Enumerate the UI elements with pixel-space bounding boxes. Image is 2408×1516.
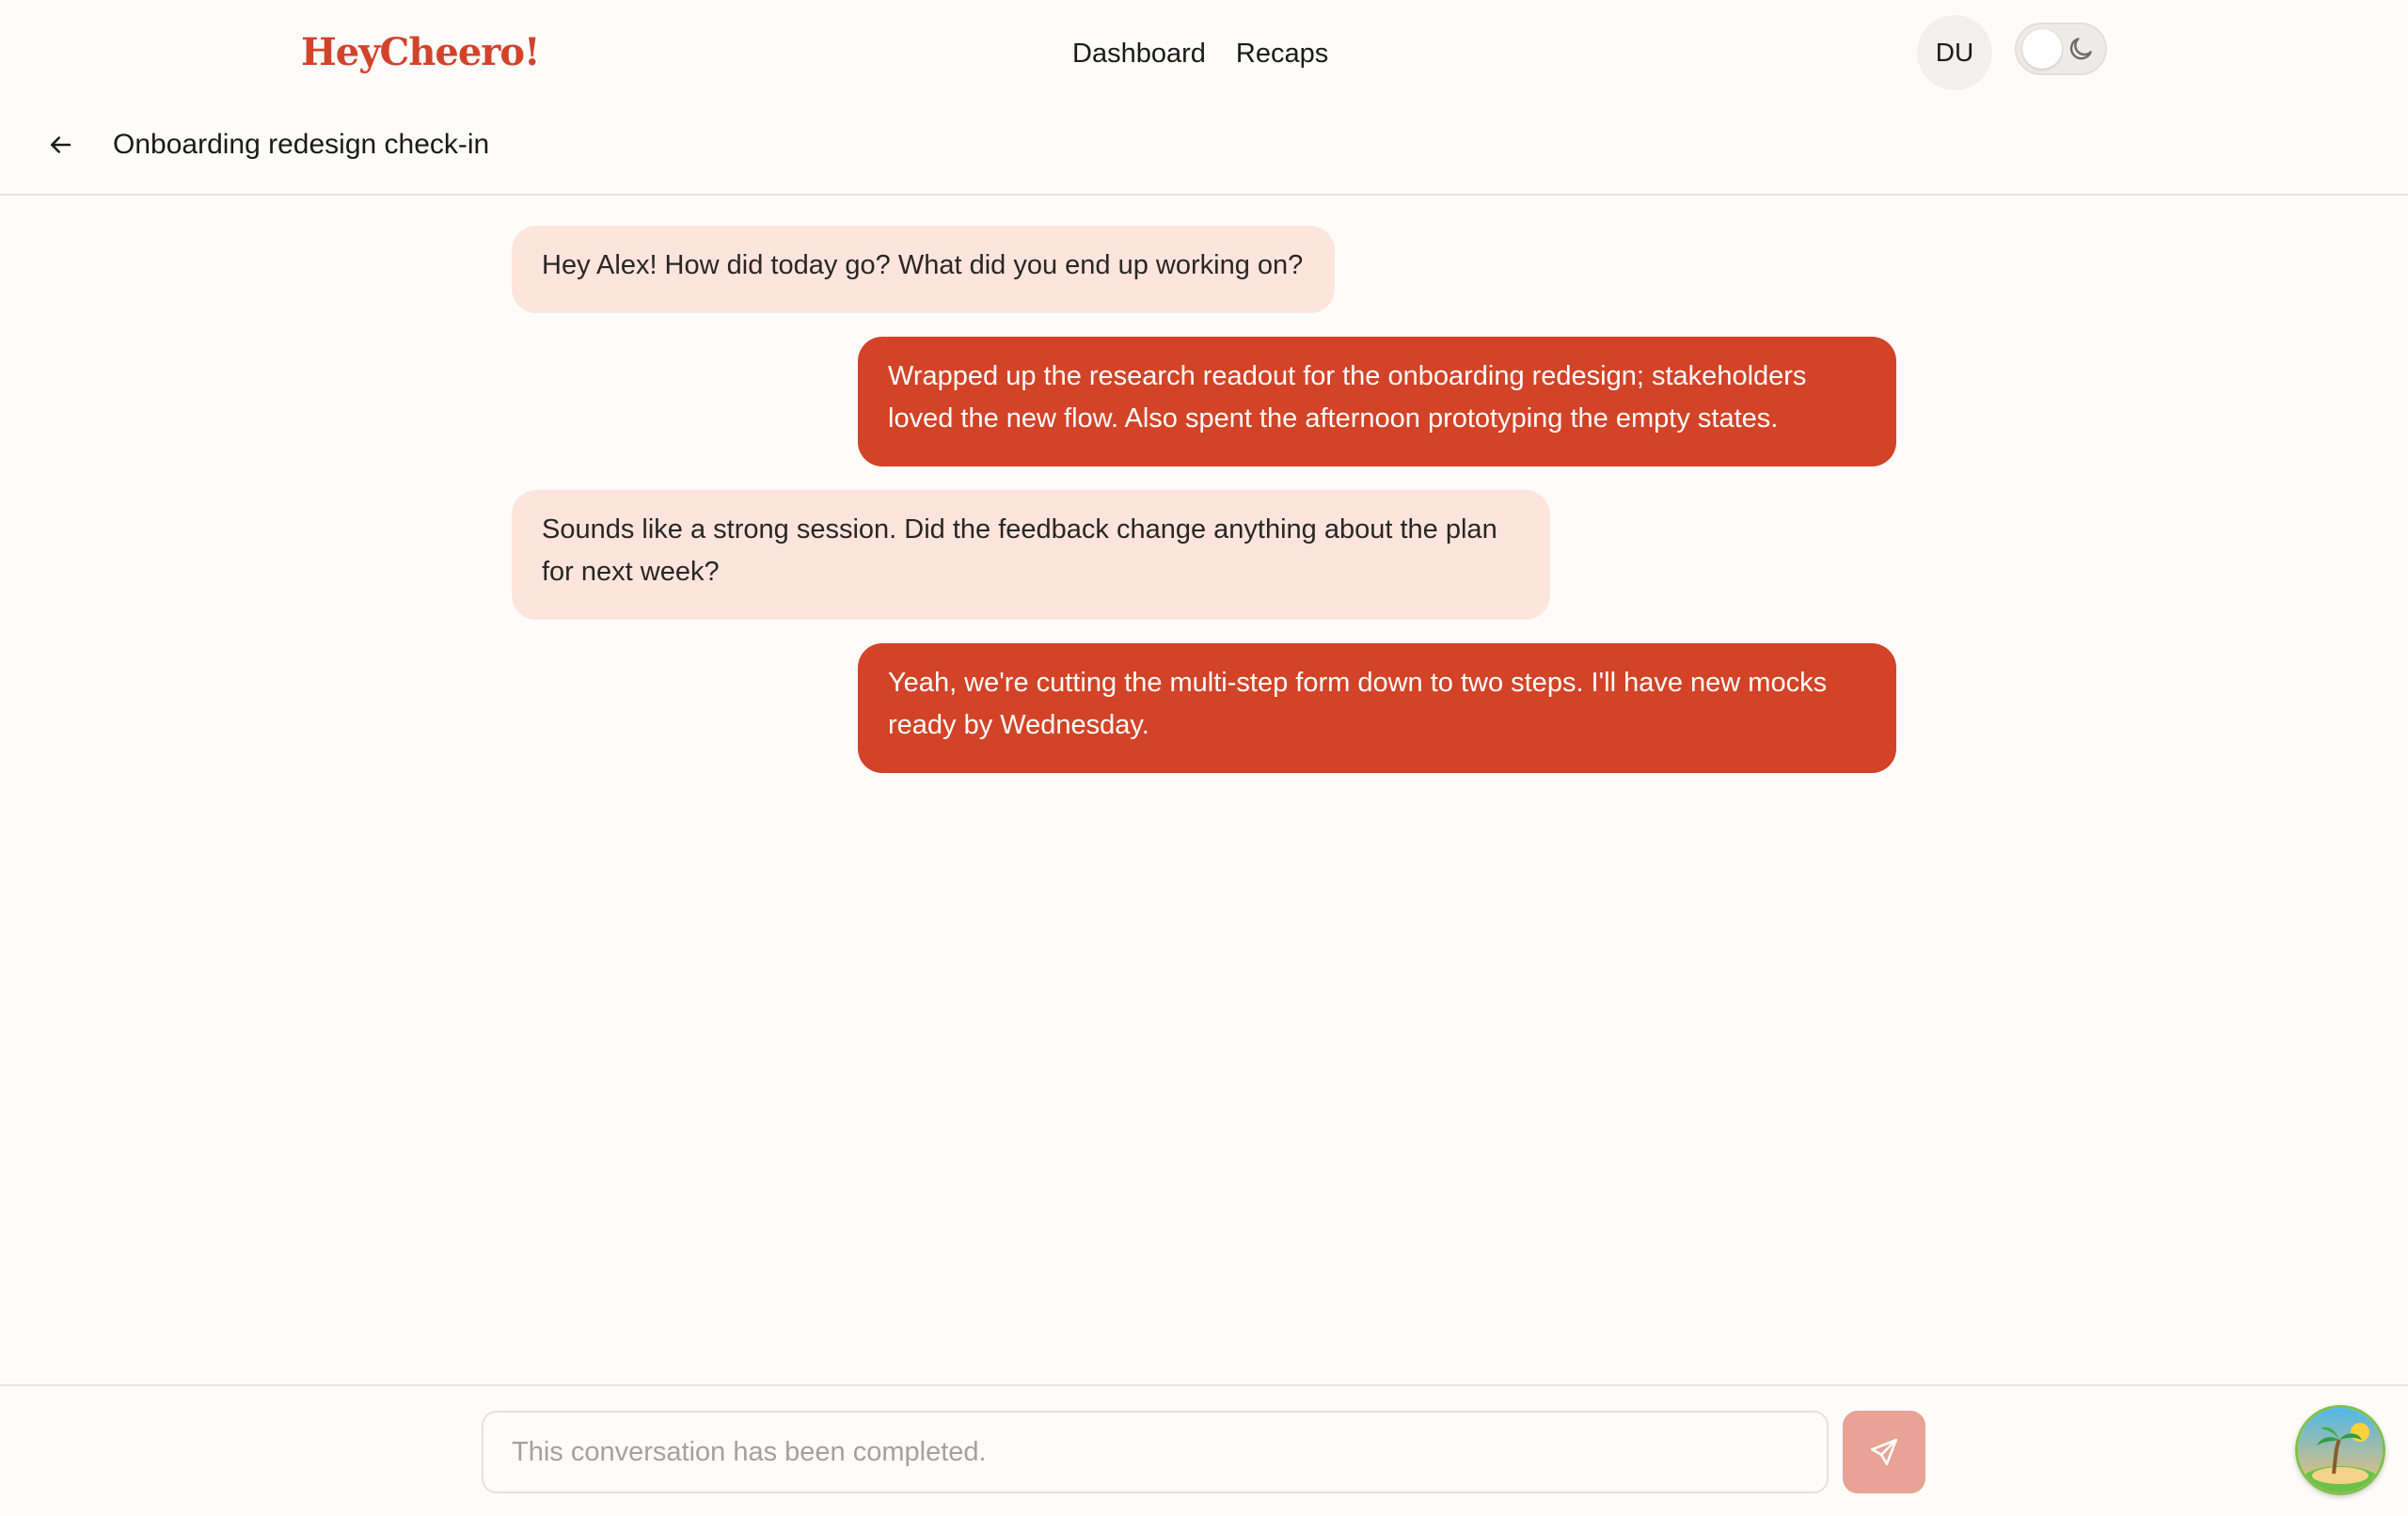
message-list bbox=[0, 197, 2408, 1382]
assistant-launcher-button[interactable] bbox=[2295, 1405, 2385, 1495]
theme-toggle-knob bbox=[2022, 29, 2062, 69]
message-composer bbox=[0, 1384, 2408, 1516]
user-avatar[interactable]: DU bbox=[1917, 15, 1992, 90]
island-avatar-icon bbox=[2298, 1408, 2383, 1492]
back-button[interactable] bbox=[41, 126, 79, 164]
conversation-title: Onboarding redesign check-in bbox=[113, 129, 490, 160]
main-nav bbox=[1072, 26, 1328, 81]
user-message: Wrapped up the research readout for the onboarding redesign; stakeholders loved the new flow. Also spent the afternoon prototyping the empty states. bbox=[858, 337, 1896, 466]
moon-icon bbox=[2066, 34, 2096, 64]
message-input[interactable] bbox=[482, 1411, 1829, 1493]
send-icon bbox=[1868, 1436, 1900, 1468]
arrow-left-icon bbox=[46, 131, 74, 159]
assistant-message: Sounds like a strong session. Did the feedback change anything about the plan for next week? bbox=[512, 490, 1550, 620]
user-message: Yeah, we're cutting the multi-step form down to two steps. I'll have new mocks ready by Wednesday. bbox=[858, 643, 1896, 773]
top-header bbox=[0, 0, 2408, 105]
assistant-message: Hey Alex! How did today go? What did you end up working on? bbox=[512, 226, 1335, 313]
nav-recaps[interactable]: Recaps bbox=[1235, 38, 1329, 69]
send-button[interactable] bbox=[1843, 1411, 1925, 1493]
theme-toggle[interactable] bbox=[2015, 23, 2107, 75]
conversation-header bbox=[0, 105, 2408, 196]
nav-dashboard[interactable]: Dashboard bbox=[1072, 38, 1206, 69]
brand-logo[interactable]: HeyCheero! bbox=[301, 30, 540, 74]
